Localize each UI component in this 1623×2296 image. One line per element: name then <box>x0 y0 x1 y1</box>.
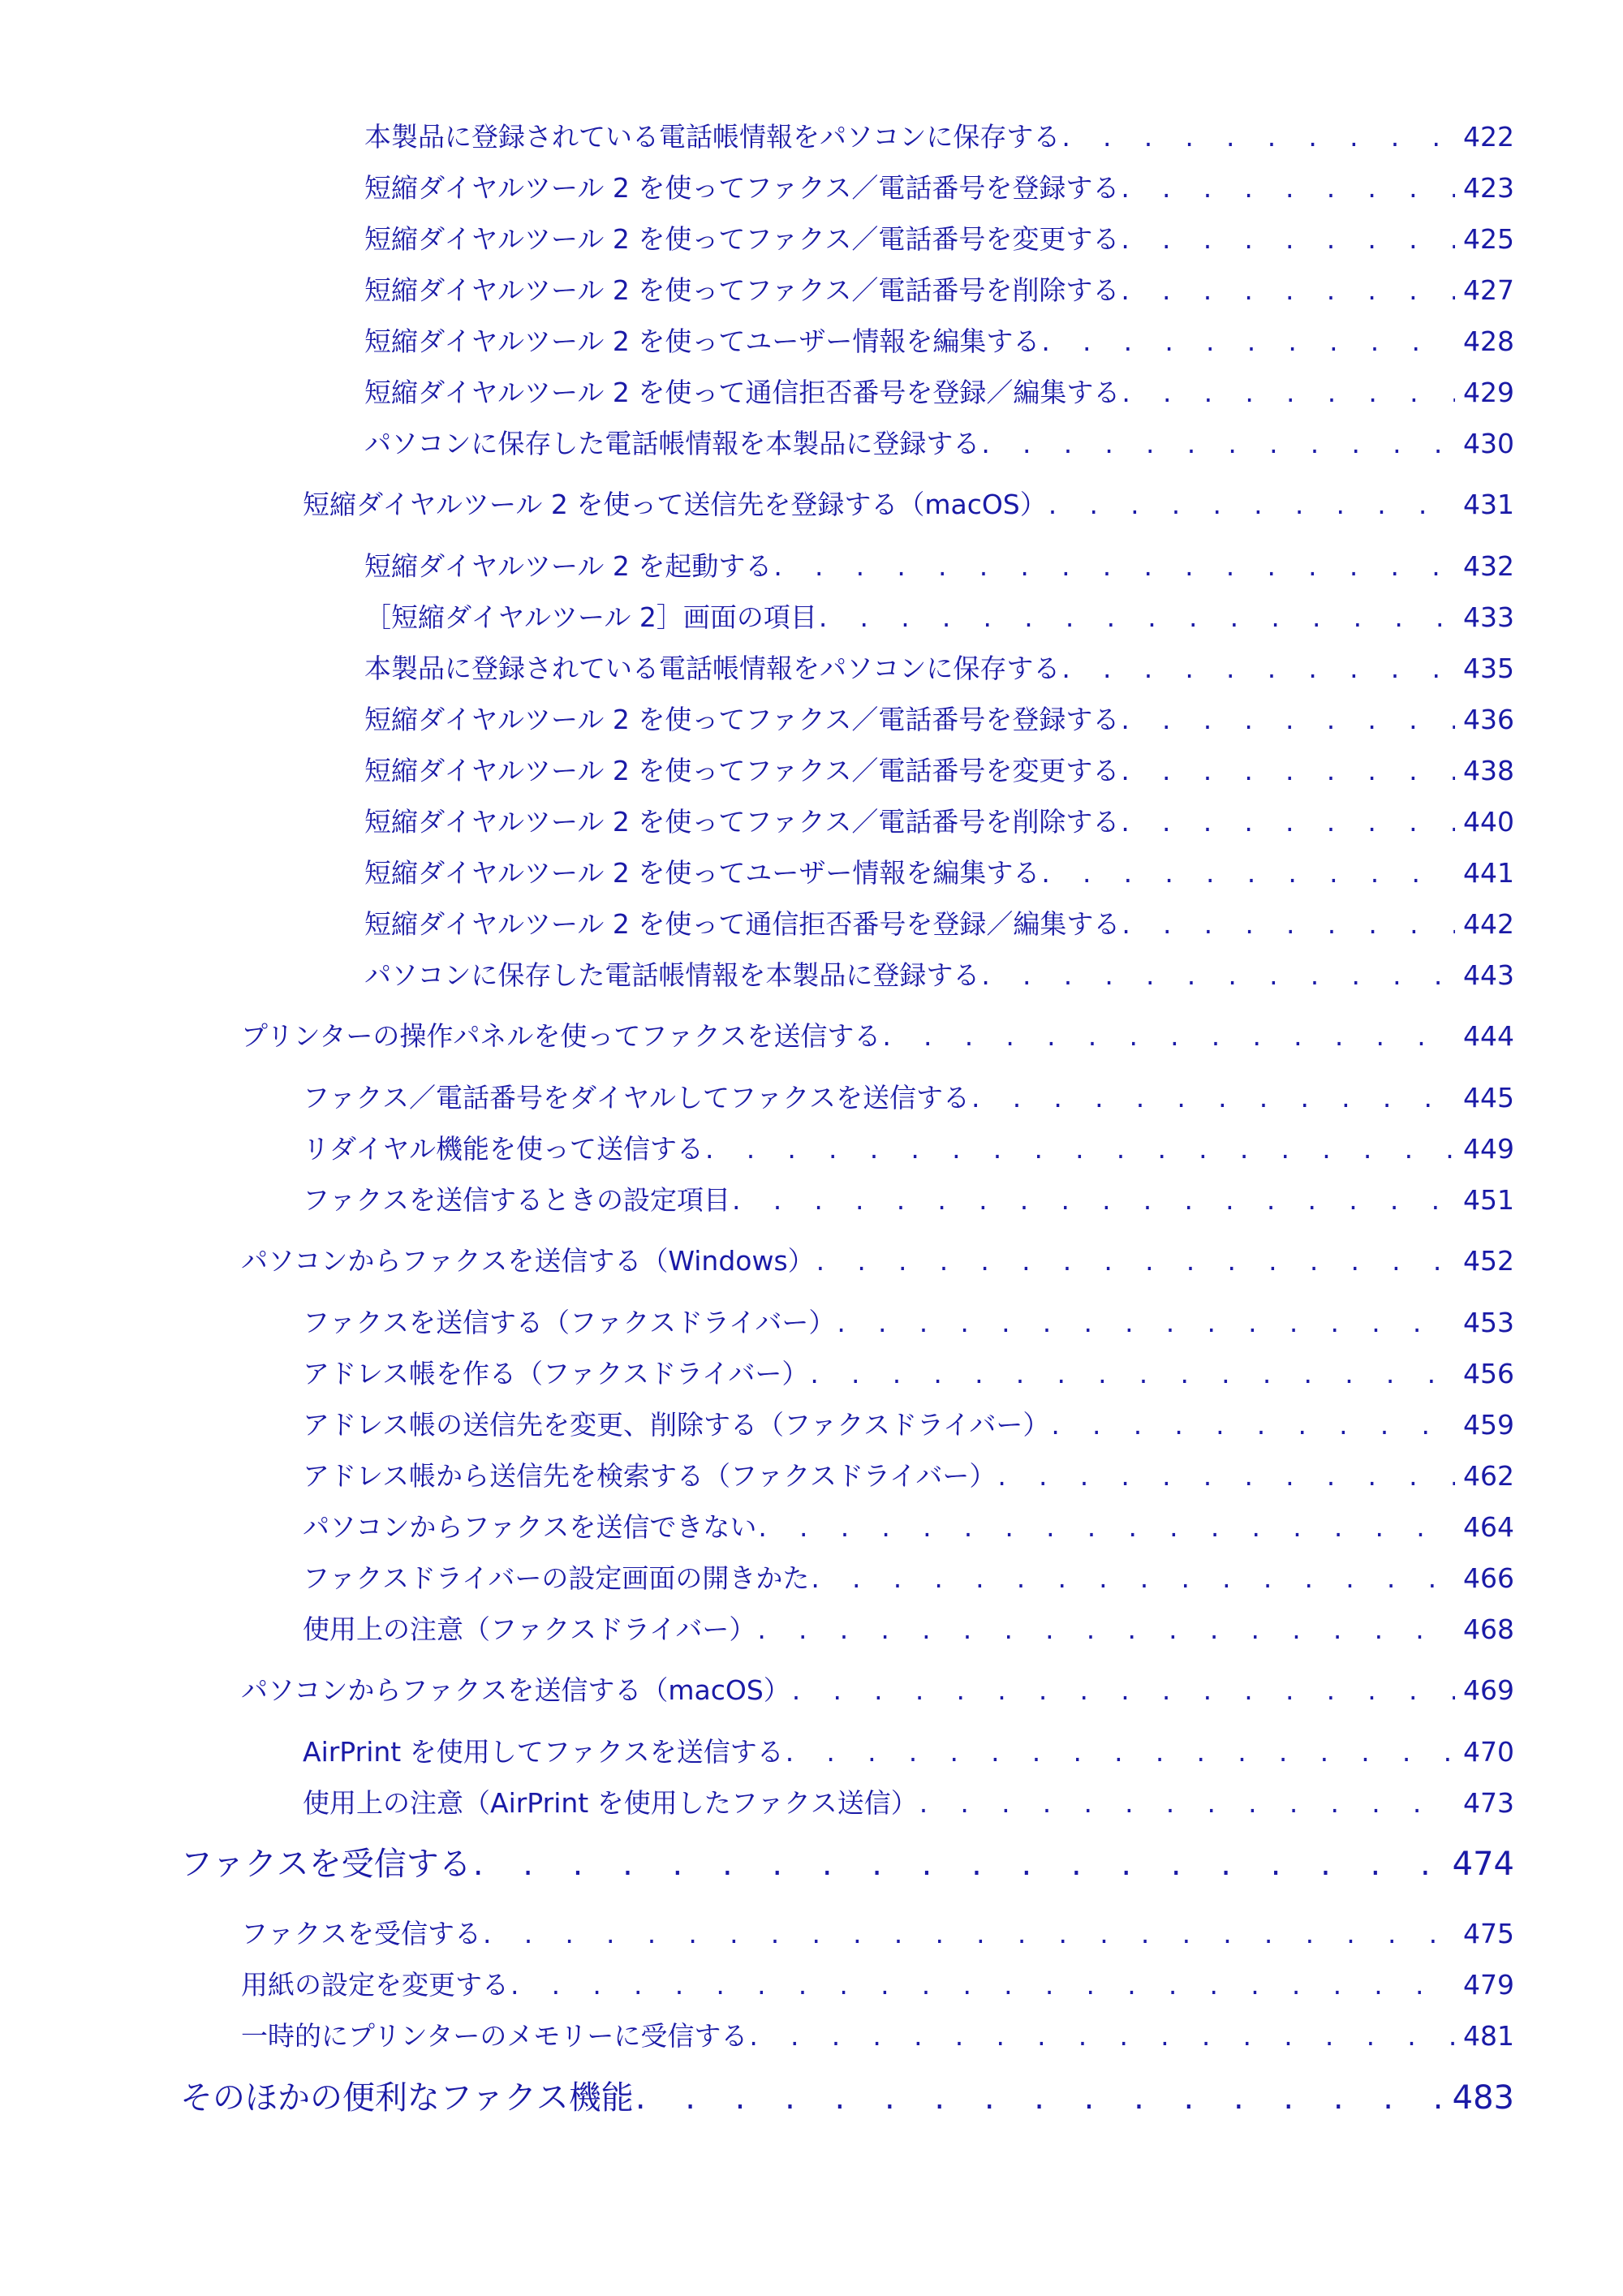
toc-entry-page-number: 441 <box>1463 857 1514 889</box>
toc-entry[interactable] <box>364 601 1514 634</box>
dot-leader <box>1120 376 1455 409</box>
toc-entry-title: 使用上の注意（AirPrint を使用したファクス送信） <box>303 1787 918 1819</box>
dot-leader <box>704 1132 1455 1165</box>
dot-leader <box>1049 1408 1455 1441</box>
dot-leader <box>996 1459 1455 1493</box>
toc-entry[interactable] <box>364 856 1514 890</box>
toc-entry-title: アドレス帳を作る（ファクスドライバー） <box>303 1358 809 1389</box>
dot-leader <box>1060 652 1455 685</box>
toc-entry[interactable] <box>303 1357 1514 1390</box>
dot-leader <box>1060 120 1455 153</box>
toc-entry[interactable] <box>303 1306 1514 1339</box>
dot-leader <box>1040 856 1455 890</box>
toc-entry-title: 短縮ダイヤルツール 2 を使ってファクス／電話番号を登録する <box>364 704 1120 735</box>
toc-entry-page-number: 453 <box>1463 1307 1514 1338</box>
toc-entry-title: 短縮ダイヤルツール 2 を使ってファクス／電話番号を削除する <box>364 274 1120 306</box>
toc-entry[interactable] <box>364 703 1514 736</box>
dot-leader <box>979 958 1455 992</box>
toc-entry-title: ファクス／電話番号をダイヤルしてファクスを送信する <box>303 1082 971 1114</box>
toc-entry[interactable] <box>241 2019 1514 2053</box>
toc-entry-page-number: 444 <box>1463 1020 1514 1052</box>
toc-entry[interactable] <box>241 1244 1514 1277</box>
toc-entry[interactable] <box>303 1510 1514 1544</box>
toc-entry-page-number: 474 <box>1452 1846 1514 1883</box>
toc-entry-title: リダイヤル機能を使って送信する <box>303 1133 704 1165</box>
toc-entry-title: 短縮ダイヤルツール 2 を使ってファクス／電話番号を削除する <box>364 806 1120 838</box>
toc-entry-page-number: 422 <box>1463 121 1514 153</box>
toc-entry-title: 短縮ダイヤルツール 2 を使って通信拒否番号を登録／編集する <box>364 377 1121 408</box>
dot-leader <box>1120 907 1455 941</box>
dot-leader <box>1119 754 1455 787</box>
toc-entry[interactable] <box>303 1081 1514 1114</box>
toc-entry-title: 短縮ダイヤルツール 2 を使ってユーザー情報を編集する <box>364 325 1040 357</box>
dot-leader <box>1040 325 1455 358</box>
toc-entry-title: 一時的にプリンターのメモリーに受信する <box>241 2020 748 2052</box>
toc-entry[interactable] <box>364 805 1514 838</box>
dot-leader <box>1119 222 1455 256</box>
toc-entry-page-number: 469 <box>1463 1674 1514 1706</box>
toc-entry-page-number: 423 <box>1463 172 1514 204</box>
toc-entry-title: 短縮ダイヤルツール 2 を使ってユーザー情報を編集する <box>364 857 1040 889</box>
toc-entry-title: パソコンからファクスを送信する（macOS） <box>241 1674 790 1706</box>
toc-entry[interactable] <box>180 2078 1514 2118</box>
dot-leader <box>880 1019 1455 1053</box>
dot-leader <box>756 1510 1455 1544</box>
toc-entry[interactable] <box>364 222 1514 256</box>
toc-entry-title: パソコンからファクスを送信できない <box>303 1511 757 1543</box>
toc-entry[interactable] <box>303 1735 1514 1768</box>
toc-entry-page-number: 456 <box>1463 1358 1514 1389</box>
toc-entry[interactable] <box>303 1132 1514 1165</box>
toc-entry-title: プリンターの操作パネルを使ってファクスを送信する <box>241 1020 881 1052</box>
toc-entry[interactable] <box>303 1613 1514 1646</box>
toc-entry-page-number: 429 <box>1463 377 1514 408</box>
toc-entry[interactable] <box>364 652 1514 685</box>
toc-entry[interactable] <box>303 488 1514 521</box>
toc-entry-page-number: 464 <box>1463 1511 1514 1543</box>
toc-entry-page-number: 483 <box>1452 2079 1514 2117</box>
toc-entry[interactable] <box>303 1562 1514 1595</box>
dot-leader <box>471 1844 1444 1885</box>
toc-entry-page-number: 481 <box>1463 2020 1514 2052</box>
toc-entry-title: アドレス帳から送信先を検索する（ファクスドライバー） <box>303 1460 997 1492</box>
dot-leader <box>1047 488 1455 521</box>
dot-leader <box>979 427 1455 460</box>
toc-entry-title: 本製品に登録されている電話帳情報をパソコンに保存する <box>364 653 1061 684</box>
dot-leader <box>918 1786 1455 1820</box>
toc-entry-title: ファクスドライバーの設定画面の開きかた <box>303 1562 810 1594</box>
toc-entry-title: 短縮ダイヤルツール 2 を使って通信拒否番号を登録／編集する <box>364 908 1121 940</box>
dot-leader <box>1119 171 1455 205</box>
toc-entry-page-number: 425 <box>1463 223 1514 255</box>
toc-entry-page-number: 436 <box>1463 704 1514 735</box>
toc-entry-page-number: 462 <box>1463 1460 1514 1492</box>
toc-entry[interactable] <box>241 1674 1514 1707</box>
dot-leader <box>509 1968 1455 2001</box>
toc-entry-page-number: 428 <box>1463 325 1514 357</box>
toc-entry-page-number: 470 <box>1463 1736 1514 1768</box>
toc-entry-title: アドレス帳の送信先を変更、削除する（ファクスドライバー） <box>303 1409 1050 1441</box>
toc-entry[interactable] <box>364 549 1514 583</box>
toc-entry[interactable] <box>364 171 1514 205</box>
dot-leader <box>772 549 1455 583</box>
toc-entry[interactable] <box>364 274 1514 307</box>
toc-entry-title: ファクスを送信する（ファクスドライバー） <box>303 1307 836 1338</box>
toc-entry-page-number: 431 <box>1463 489 1514 520</box>
toc-entry-page-number: 473 <box>1463 1787 1514 1819</box>
toc-entry[interactable] <box>241 1019 1514 1053</box>
toc-entry-page-number: 451 <box>1463 1184 1514 1216</box>
toc-entry-title: そのほかの便利なファクス機能 <box>180 2079 634 2117</box>
dot-leader <box>481 1917 1455 1950</box>
dot-leader <box>808 1357 1455 1390</box>
toc-entry-page-number: 438 <box>1463 755 1514 786</box>
dot-leader <box>835 1306 1455 1339</box>
toc-entry-page-number: 433 <box>1463 601 1514 633</box>
toc-entry-page-number: 427 <box>1463 274 1514 306</box>
toc-entry-title: 短縮ダイヤルツール 2 を使って送信先を登録する（macOS） <box>303 489 1047 520</box>
toc-entry-page-number: 466 <box>1463 1562 1514 1594</box>
toc-entry[interactable] <box>364 120 1514 153</box>
toc-entry-title: 短縮ダイヤルツール 2 を使ってファクス／電話番号を変更する <box>364 755 1120 786</box>
toc-entry-page-number: 430 <box>1463 428 1514 459</box>
toc-entry[interactable] <box>364 958 1514 992</box>
toc-entry-page-number: 468 <box>1463 1613 1514 1645</box>
toc-entry[interactable] <box>180 1844 1514 1885</box>
toc-entry-page-number: 475 <box>1463 1918 1514 1949</box>
toc-entry-title: 短縮ダイヤルツール 2 を使ってファクス／電話番号を変更する <box>364 223 1120 255</box>
dot-leader <box>790 1674 1455 1707</box>
toc-entry[interactable] <box>303 1408 1514 1441</box>
toc-entry-page-number: 445 <box>1463 1082 1514 1114</box>
toc-entry-title: ファクスを受信する <box>241 1918 482 1949</box>
toc-entry-title: ファクスを送信するときの設定項目 <box>303 1184 731 1216</box>
dot-leader <box>970 1081 1455 1114</box>
dot-leader <box>815 1244 1455 1277</box>
toc-entry-page-number: 443 <box>1463 959 1514 991</box>
dot-leader <box>784 1735 1455 1768</box>
toc-entry-page-number: 435 <box>1463 653 1514 684</box>
dot-leader <box>756 1613 1455 1646</box>
dot-leader <box>730 1183 1455 1217</box>
toc-entry-page-number: 442 <box>1463 908 1514 940</box>
toc-entry-page-number: 479 <box>1463 1969 1514 2001</box>
toc-entry[interactable] <box>303 1183 1514 1217</box>
dot-leader <box>634 2078 1444 2118</box>
toc-entry-title: 短縮ダイヤルツール 2 を起動する <box>364 550 773 582</box>
toc-entry[interactable] <box>364 376 1514 409</box>
toc-entry-page-number: 452 <box>1463 1245 1514 1277</box>
dot-leader <box>809 1562 1455 1595</box>
toc-entry[interactable] <box>364 427 1514 460</box>
toc-entry-page-number: 440 <box>1463 806 1514 838</box>
dot-leader <box>747 2019 1455 2053</box>
toc-entry-title: パソコンからファクスを送信する（Windows） <box>241 1245 815 1277</box>
toc-entry-title: 短縮ダイヤルツール 2 を使ってファクス／電話番号を登録する <box>364 172 1120 204</box>
toc-entry[interactable] <box>364 907 1514 941</box>
toc-entry-title: 本製品に登録されている電話帳情報をパソコンに保存する <box>364 121 1061 153</box>
toc-entry-title: 使用上の注意（ファクスドライバー） <box>303 1613 756 1645</box>
toc-entry-page-number: 449 <box>1463 1133 1514 1165</box>
toc-entry[interactable] <box>241 1917 1514 1950</box>
toc-entry-title: パソコンに保存した電話帳情報を本製品に登録する <box>364 959 980 991</box>
toc-entry[interactable] <box>303 1786 1514 1820</box>
toc-entry-page-number: 432 <box>1463 550 1514 582</box>
dot-leader <box>1119 274 1455 307</box>
toc-entry-title: AirPrint を使用してファクスを送信する <box>303 1736 784 1768</box>
dot-leader <box>1119 703 1455 736</box>
toc-entry[interactable] <box>364 325 1514 358</box>
toc-entry-title: パソコンに保存した電話帳情報を本製品に登録する <box>364 428 980 459</box>
toc-entry-title: ［短縮ダイヤルツール 2］画面の項目 <box>364 601 817 633</box>
toc-entry[interactable] <box>303 1459 1514 1493</box>
toc-entry[interactable] <box>364 754 1514 787</box>
toc-entry-title: ファクスを受信する <box>180 1846 471 1883</box>
dot-leader <box>1119 805 1455 838</box>
toc-entry-title: 用紙の設定を変更する <box>241 1969 509 2001</box>
toc-entry[interactable] <box>241 1968 1514 2001</box>
toc-entry-page-number: 459 <box>1463 1409 1514 1441</box>
dot-leader <box>817 601 1455 634</box>
